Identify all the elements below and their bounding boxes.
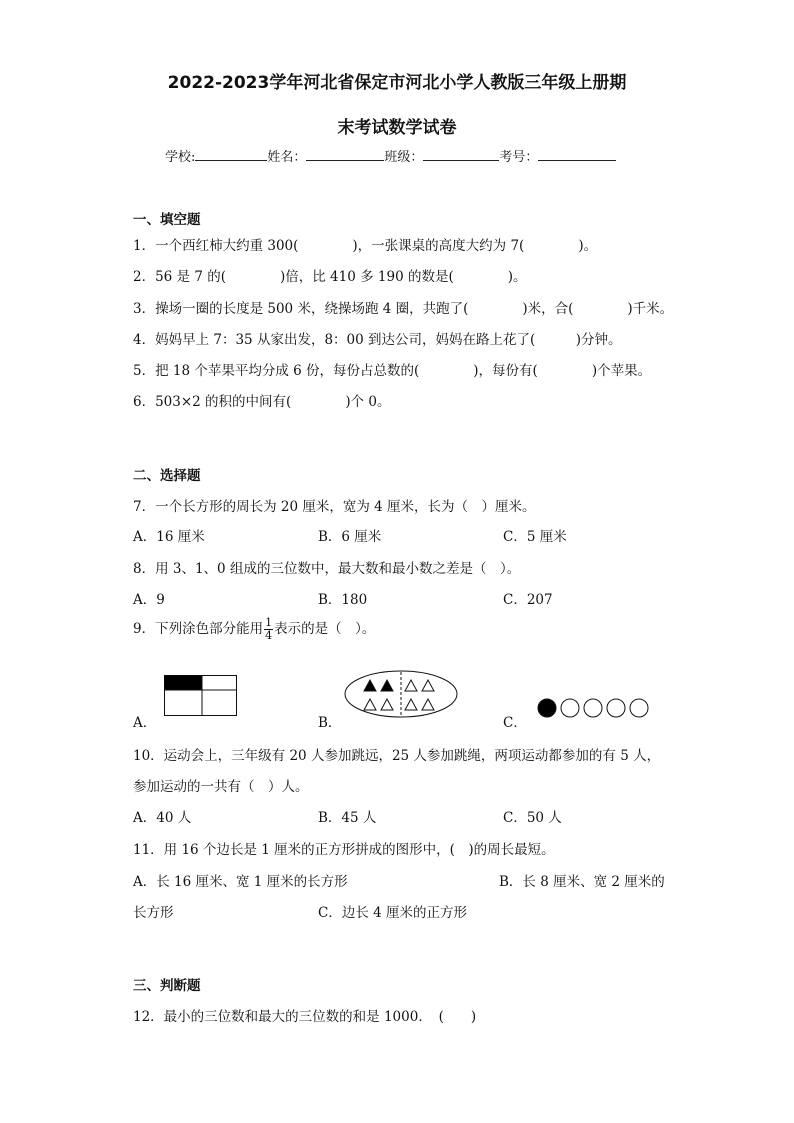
section3-heading: 三、判断题	[133, 978, 201, 994]
q8-option-c[interactable]: C．207	[503, 592, 553, 608]
question-8: 8．用 3、1、0 组成的三位数中，最大数和最小数之差是（ ）。	[133, 561, 521, 577]
class-label: 班级：	[384, 150, 424, 165]
page-title-line2: 末考试数学试卷	[337, 118, 457, 138]
q11-option-b[interactable]: B．长 8 厘米、宽 2 厘米的	[499, 874, 665, 890]
section2-heading: 二、选择题	[133, 468, 201, 484]
empty-circle	[561, 699, 579, 717]
name-blank[interactable]	[306, 146, 384, 161]
section1-heading: 一、填空题	[133, 212, 201, 228]
number-label: 考号：	[499, 150, 539, 165]
q9-figure-a	[164, 675, 238, 717]
school-blank[interactable]	[195, 146, 267, 161]
q9-option-a[interactable]: A．	[133, 715, 157, 731]
question-12: 12．最小的三位数和最大的三位数的和是 1000． ( )	[133, 1009, 477, 1025]
empty-circle	[584, 699, 602, 717]
question-6: 6．503×2 的积的中间有( )个 0。	[133, 394, 391, 410]
student-info-row	[165, 146, 616, 165]
q10-option-c[interactable]: C．50 人	[503, 810, 562, 826]
empty-circle	[630, 699, 648, 717]
q10-option-a[interactable]: A．40 人	[133, 810, 192, 826]
class-blank[interactable]	[423, 146, 499, 161]
question-5: 5．把 18 个苹果平均分成 6 份，每份占总数的( )，每份有( )个苹果。	[133, 363, 652, 379]
q11-option-a[interactable]: A．长 16 厘米、宽 1 厘米的长方形	[133, 874, 348, 890]
q9-figure-b	[344, 669, 458, 719]
q9-text-pre: 9．下列涂色部分能用	[133, 621, 264, 637]
question-4: 4．妈妈早上 7：35 从家出发，8：00 到达公司，妈妈在路上花了( )分钟。	[133, 332, 622, 348]
q8-option-a[interactable]: A．9	[133, 592, 165, 608]
question-11: 11．用 16 个边长是 1 厘米的正方形拼成的图形中，( )的周长最短。	[133, 842, 555, 858]
q9-figure-c	[537, 697, 655, 719]
q7-option-c[interactable]: C．5 厘米	[503, 529, 567, 545]
question-3: 3．操场一圈的长度是 500 米，绕操场跑 4 圈，共跑了( )米，合( )千米。	[133, 301, 674, 317]
filled-circle	[538, 699, 556, 717]
one-quarter-fraction: $\frac{1}{4}$	[265, 616, 273, 642]
question-10-line2: 参加运动的一共有（ ）人。	[133, 779, 309, 795]
q8-option-b[interactable]: B．180	[318, 592, 368, 608]
q7-option-b[interactable]: B．6 厘米	[318, 529, 382, 545]
question-10-line1: 10．运动会上，三年级有 20 人参加跳远，25 人参加跳绳，两项运动都参加的有 5 人，	[133, 748, 661, 764]
school-label: 学校:	[165, 150, 196, 165]
q10-option-b[interactable]: B．45 人	[318, 810, 377, 826]
q11-option-c[interactable]: C．边长 4 厘米的正方形	[318, 905, 468, 921]
question-1: 1．一个西红柿大约重 300( )，一张课桌的高度大约为 7( )。	[133, 238, 598, 254]
q9-option-c[interactable]: C．	[503, 715, 527, 731]
page-title-line1: 2022-2023学年河北省保定市河北小学人教版三年级上册期	[167, 73, 627, 93]
q9-text-post: 表示的是（ ）。	[274, 621, 376, 637]
q11-option-b-continued[interactable]: 长方形	[133, 905, 174, 921]
question-9	[133, 617, 375, 642]
question-2: 2．56 是 7 的( )倍，比 410 多 190 的数是( )。	[133, 269, 527, 285]
number-blank[interactable]	[538, 146, 616, 161]
empty-circle	[607, 699, 625, 717]
name-label: 姓名：	[267, 150, 307, 165]
q7-option-a[interactable]: A．16 厘米	[133, 529, 205, 545]
q9a-shaded-part	[165, 676, 202, 690]
q9-option-b[interactable]: B．	[318, 715, 342, 731]
question-7: 7．一个长方形的周长为 20 厘米，宽为 4 厘米，长为（ ）厘米。	[133, 499, 536, 515]
